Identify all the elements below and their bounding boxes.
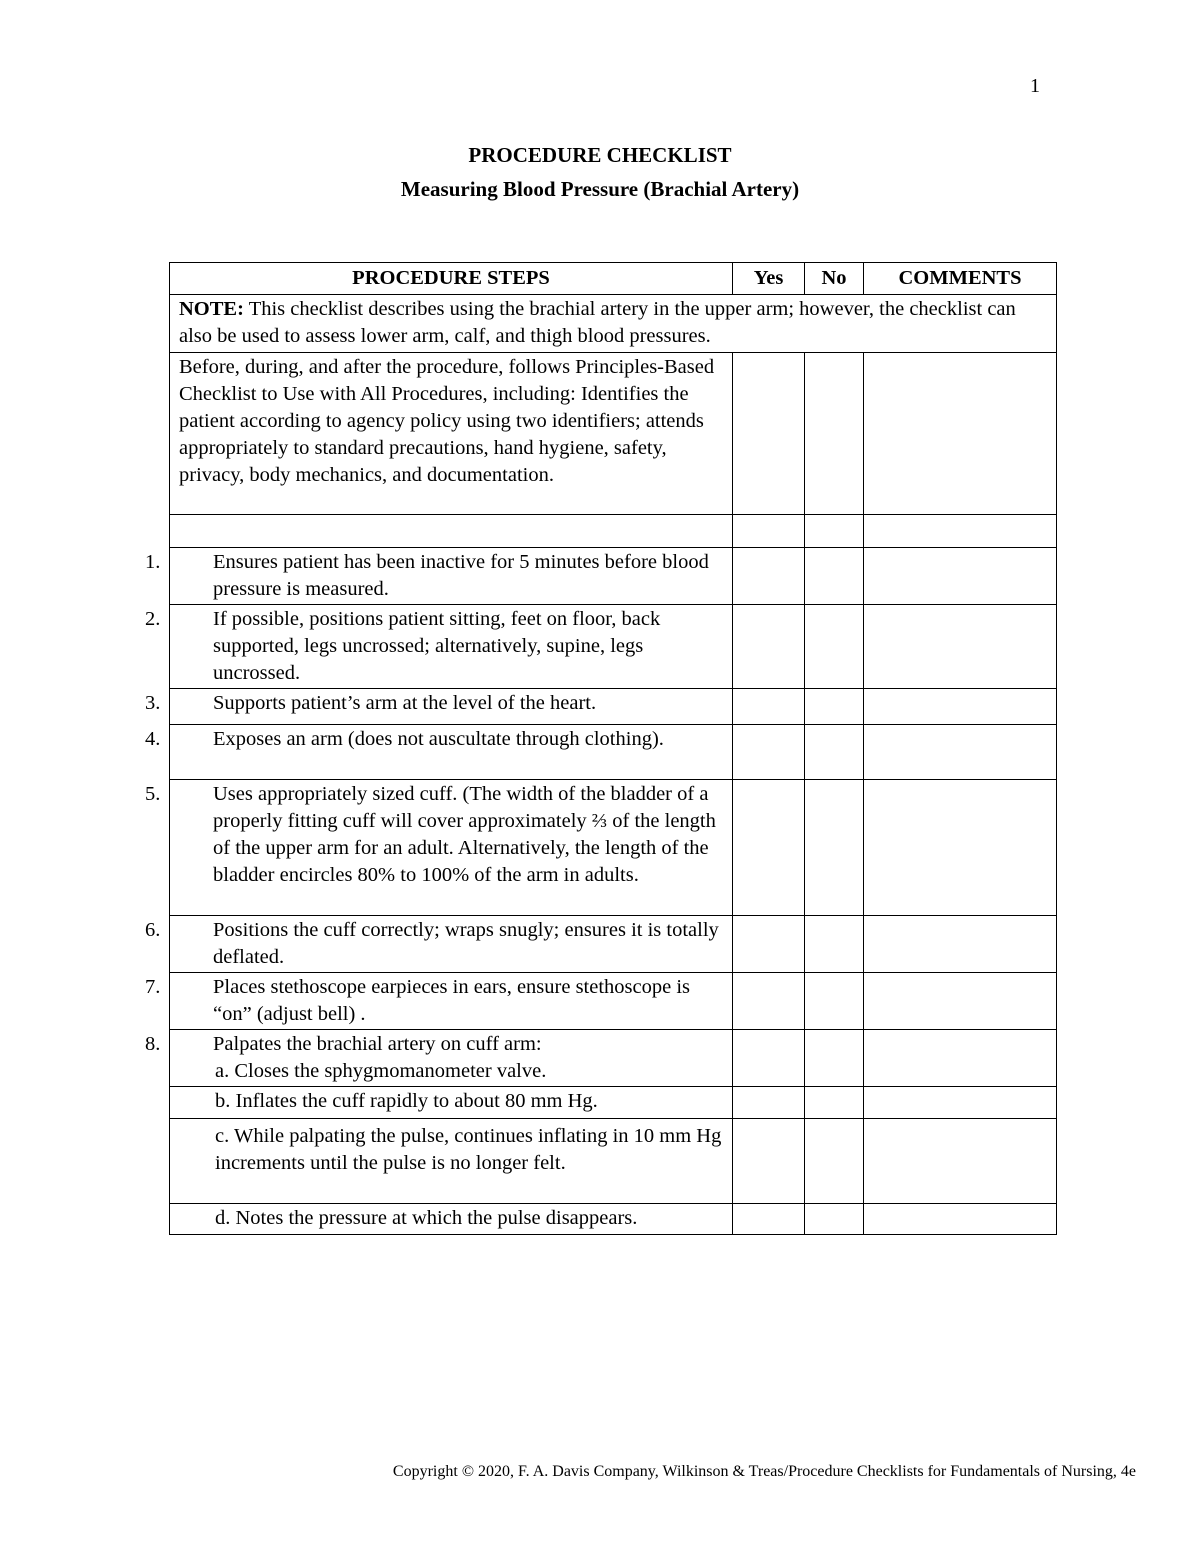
comments-cell[interactable] [864, 1119, 1057, 1204]
step-text: Places stethoscope earpieces in ears, ensure stethoscope is “on” (adjust bell) . [213, 976, 691, 1025]
note-text: This checklist describes using the brachial artery in the upper arm; however, the checklist can also be used to assess lower arm, calf, and thigh blood pressures. [179, 298, 1016, 347]
step-number: 7. [145, 976, 161, 998]
yes-cell[interactable] [733, 1204, 805, 1235]
step-text: Exposes an arm (does not auscultate through clothing). [213, 728, 664, 750]
note-label: NOTE: [179, 298, 244, 320]
comments-cell[interactable] [864, 780, 1057, 916]
yes-cell[interactable] [733, 916, 805, 973]
no-cell[interactable] [805, 725, 864, 780]
document-title: PROCEDURE CHECKLIST [468, 143, 732, 167]
no-cell[interactable] [805, 780, 864, 916]
no-cell[interactable] [805, 1030, 864, 1087]
no-cell[interactable] [805, 1119, 864, 1204]
note-row [170, 295, 1057, 353]
header-procedure-steps: PROCEDURE STEPS [170, 263, 733, 295]
table-header-row [170, 263, 1057, 295]
yes-cell[interactable] [733, 780, 805, 916]
step-4 [145, 725, 733, 780]
comments-cell[interactable] [864, 916, 1057, 973]
step-text: Supports patient’s arm at the level of the heart. [213, 692, 597, 714]
comments-cell[interactable] [864, 548, 1057, 605]
yes-cell[interactable] [733, 515, 805, 548]
yes-cell[interactable] [733, 353, 805, 515]
step-1 [145, 548, 733, 605]
step-text: Palpates the brachial artery on cuff arm: [213, 1033, 542, 1055]
document-subtitle: Measuring Blood Pressure (Brachial Artery) [400, 177, 800, 201]
substep-b-cell [170, 1087, 733, 1119]
yes-cell[interactable] [733, 973, 805, 1030]
substep-d: d. Notes the pressure at which the pulse disappears. [215, 1207, 638, 1229]
substep-b: b. Inflates the cuff rapidly to about 80 mm Hg. [215, 1090, 598, 1112]
header-comments: COMMENTS [864, 263, 1057, 295]
table-row [170, 548, 1057, 605]
table-row [170, 1030, 1057, 1087]
step-number: 3. [145, 692, 161, 714]
substep-d-cell [170, 1204, 733, 1235]
step-7 [145, 973, 733, 1030]
comments-cell[interactable] [864, 1030, 1057, 1087]
step-number: 8. [145, 1033, 161, 1055]
step-number: 5. [145, 783, 161, 805]
table-row [170, 973, 1057, 1030]
table-row [170, 1087, 1057, 1119]
step-5 [145, 780, 733, 916]
no-cell[interactable] [805, 689, 864, 725]
table-row [170, 1119, 1057, 1204]
comments-cell[interactable] [864, 515, 1057, 548]
step-6 [145, 916, 733, 973]
table-row [170, 689, 1057, 725]
no-cell[interactable] [805, 515, 864, 548]
principles-text: Before, during, and after the procedure, follows Principles-Based Checklist to Use with All Procedures, including: Identifies the patient according to agency policy using two identifiers; attends appropriately to standard precautions, hand hygiene, safety, privacy, body mechanics, and documentation. [170, 353, 733, 515]
step-2 [145, 605, 733, 689]
yes-cell[interactable] [733, 1087, 805, 1119]
table-row [170, 725, 1057, 780]
yes-cell[interactable] [733, 725, 805, 780]
no-cell[interactable] [805, 353, 864, 515]
yes-cell[interactable] [733, 605, 805, 689]
step-text: If possible, positions patient sitting, feet on floor, back supported, legs uncrossed; alternatively, supine, legs uncrossed. [213, 608, 661, 684]
table-row [170, 605, 1057, 689]
no-cell[interactable] [805, 1204, 864, 1235]
step-text: Uses appropriately sized cuff. (The width of the bladder of a properly fitting cuff will cover approximately ⅔ of the length of the upper arm for an adult. Alternatively, the length of the bladder encircles 80% to 100% of the arm in adults. [213, 783, 716, 886]
comments-cell[interactable] [864, 973, 1057, 1030]
yes-cell[interactable] [733, 1030, 805, 1087]
blank-row [170, 515, 1057, 548]
yes-cell[interactable] [733, 548, 805, 605]
header-yes: Yes [733, 263, 805, 295]
no-cell[interactable] [805, 548, 864, 605]
table-row [170, 780, 1057, 916]
table-row [170, 353, 1057, 515]
step-number: 2. [145, 608, 161, 630]
comments-cell[interactable] [864, 605, 1057, 689]
no-cell[interactable] [805, 916, 864, 973]
no-cell[interactable] [805, 605, 864, 689]
comments-cell[interactable] [864, 725, 1057, 780]
comments-cell[interactable] [864, 1087, 1057, 1119]
page-number: 1 [1030, 75, 1040, 97]
substep-c-cell [170, 1119, 733, 1204]
copyright-footer: Copyright © 2020, F. A. Davis Company, Wilkinson & Treas/Procedure Checklists for Fundamentals of Nursing, 4e [392, 1463, 1136, 1480]
comments-cell[interactable] [864, 689, 1057, 725]
step-3 [145, 689, 733, 725]
step-text: Ensures patient has been inactive for 5 minutes before blood pressure is measured. [213, 551, 709, 600]
yes-cell[interactable] [733, 1119, 805, 1204]
no-cell[interactable] [805, 973, 864, 1030]
comments-cell[interactable] [864, 1204, 1057, 1235]
note-cell [170, 295, 1057, 353]
step-number: 6. [145, 919, 161, 941]
comments-cell[interactable] [864, 353, 1057, 515]
no-cell[interactable] [805, 1087, 864, 1119]
blank-cell [170, 515, 733, 548]
substep-c: c. While palpating the pulse, continues inflating in 10 mm Hg increments until the pulse is no longer felt. [215, 1125, 722, 1174]
step-number: 1. [145, 551, 161, 573]
header-no: No [805, 263, 864, 295]
procedure-checklist-table [145, 262, 1057, 1235]
yes-cell[interactable] [733, 689, 805, 725]
substep-a: a. Closes the sphygmomanometer valve. [215, 1060, 547, 1082]
table-row [170, 916, 1057, 973]
table-row [170, 1204, 1057, 1235]
step-number: 4. [145, 728, 161, 750]
step-8 [145, 1030, 733, 1087]
step-text: Positions the cuff correctly; wraps snugly; ensures it is totally deflated. [213, 919, 719, 968]
